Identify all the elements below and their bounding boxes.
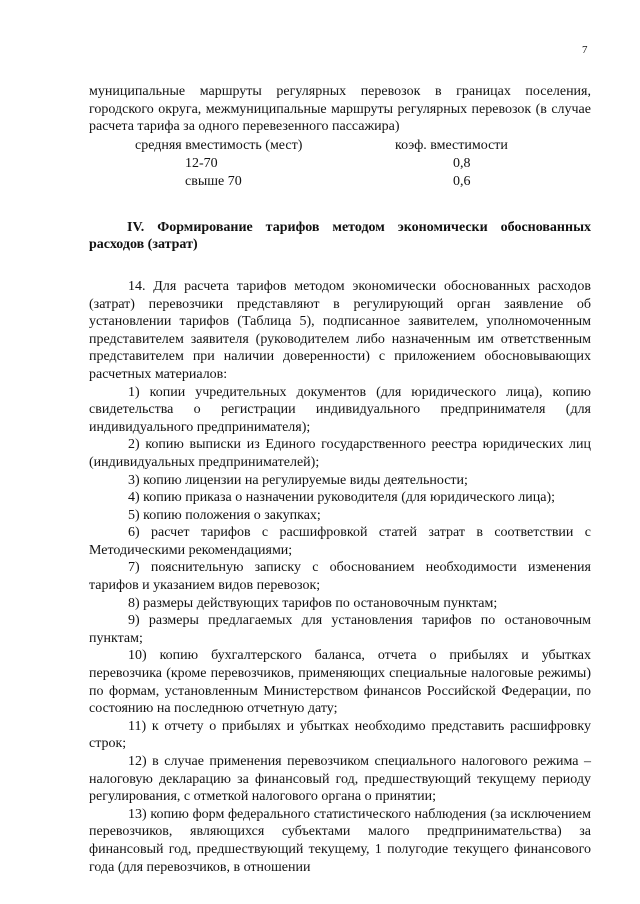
page-content [89, 83, 591, 876]
section-heading: IV. Формирование тарифов методом экономически обоснованных расходов (затрат) [89, 219, 591, 253]
table-header-coefficient: коэф. вместимости [395, 137, 508, 153]
list-item: 2) копию выписки из Единого государственного реестра юридических лиц (индивидуальных предпринимателей); [89, 437, 591, 470]
table-cell-range: свыше 70 [185, 173, 242, 189]
list-item: 6) расчет тарифов с расшифровкой статей затрат в соответствии с Методическими рекомендациями; [89, 525, 591, 558]
table-header-capacity: средняя вместимость (мест) [135, 137, 303, 153]
list-item: 13) копию форм федерального статистического наблюдения (за исключением перевозчиков, являющихся субъектами малого предпринимательства) за финансовый год, предшествующий текущему, 1 полугодие текущего финансового года (для перевозчиков, в отношении [89, 806, 591, 875]
list-item: 8) размеры действующих тарифов по остановочным пунктам; [128, 595, 498, 611]
capacity-table [89, 137, 591, 191]
list-item: 1) копии учредительных документов (для юридического лица), копию свидетельства о регистрации индивидуального предпринимателя (для индивидуального предпринимателя); [89, 384, 591, 435]
table-cell-range: 12-70 [185, 155, 218, 171]
table-cell-coef: 0,6 [453, 173, 471, 189]
page-number: 7 [582, 44, 588, 56]
list-item: 12) в случае применения перевозчиком специального налогового режима – налоговую декларацию за финансовый год, предшествующий текущему периоду регулирования, с отметкой налогового органа о принятии; [89, 754, 591, 805]
list-item: 9) размеры предлагаемых для установления тарифов по остановочным пунктам; [89, 613, 591, 646]
table-cell-coef: 0,8 [453, 155, 471, 171]
list-item: 7) пояснительную записку с обоснованием необходимости изменения тарифов и указанием видов перевозок; [89, 560, 591, 594]
paragraph: 14. Для расчета тарифов методом экономически обоснованных расходов (затрат) перевозчики представляют в регулирующий орган заявление об установлении тарифов (Таблица 5), подписанное заявителем, уполномоченным представителем заявителя (руководителем либо назначенным им ответственным представителем при наличии доверенности) с приложением обосновывающих расчетных материалов: [89, 278, 591, 382]
list-item: 3) копию лицензии на регулируемые виды деятельности; [128, 472, 468, 488]
list-item: 11) к отчету о прибылях и убытках необходимо представить расшифровку строк; [89, 718, 591, 752]
list-item: 5) копию положения о закупках; [128, 507, 321, 523]
list-item: 10) копию бухгалтерского баланса, отчета о прибылях и убытках перевозчика (кроме перевозчиков, применяющих специальные налоговые режимы) по формам, установленным Министерством финансов Российской Федерации, по состоянию на последнюю отчетную дату; [89, 648, 591, 717]
list-item: 4) копию приказа о назначении руководителя (для юридического лица); [128, 490, 556, 506]
intro-paragraph: муниципальные маршруты регулярных перевозок в границах поселения, городского округа, межмуниципальные маршруты регулярных перевозок (в случае расчета тарифа за одного перевезенного пассажира) [89, 84, 591, 135]
